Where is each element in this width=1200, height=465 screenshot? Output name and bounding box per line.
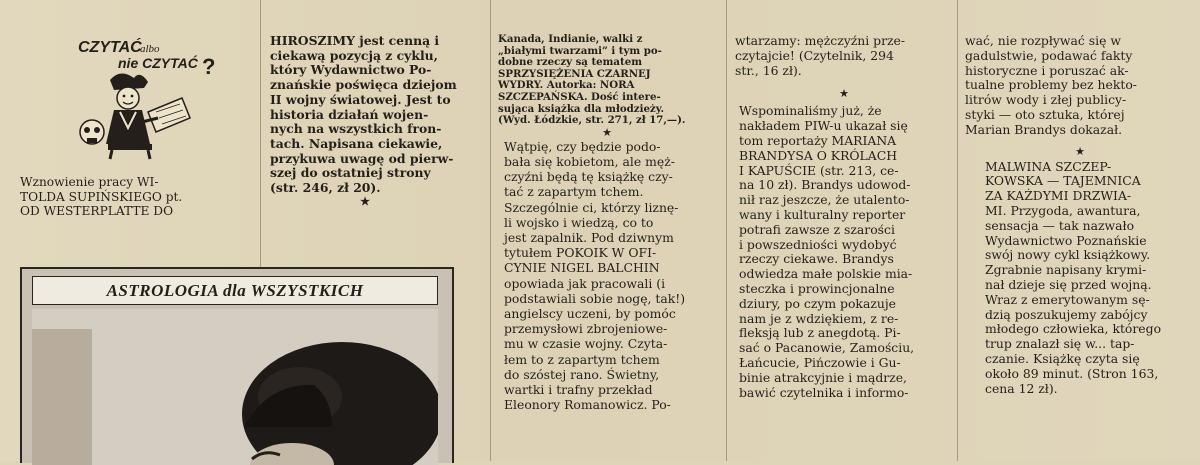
text-line: WYDRY. Autorka: NORA: [498, 79, 635, 92]
text-line: wartki i trafny przekład: [504, 382, 653, 397]
text-line: tach. Napisana ciekawie,: [270, 135, 443, 151]
text-line: bała się kobietom, ale męż-: [504, 153, 675, 169]
text-line: nych na wszystkich fron-: [270, 121, 442, 137]
text-line: I KAPUŚCIE (str. 213, ce-: [739, 162, 899, 178]
text-line: BRANDYSA O KRÓLACH: [739, 147, 898, 163]
astrology-feature-box: [20, 267, 454, 463]
text-line: Wraz z emerytowanym sę-: [985, 291, 1150, 307]
text-line: (str. 246, zł 20).: [270, 180, 381, 196]
text-line: około 89 minut. (Stron 163,: [985, 365, 1159, 381]
text-line: Wydawnictwo Poznańskie: [985, 232, 1147, 248]
text-line: Wątpię, czy będzie podo-: [504, 138, 661, 154]
review-brandys-end: [965, 0, 1195, 138]
astrology-title: ASTROLOGIA dla WSZYSTKICH: [32, 276, 438, 305]
text-line: OD WESTERPLATTE DO: [20, 204, 174, 219]
star-separator: ★: [839, 87, 849, 101]
text-line: przykuwa uwagę od pierw-: [270, 150, 454, 166]
text-line: czanie. Książkę czyta się: [985, 350, 1140, 366]
text-line: Wspominaliśmy już, że: [739, 103, 882, 119]
text-line: mu w czasie wojny. Czyta-: [504, 336, 668, 352]
text-line: młodego człowieka, którego: [985, 321, 1162, 337]
text-line: Kanada, Indianie, walki z: [498, 33, 643, 45]
text-line: czytajcie! (Czytelnik, 294: [735, 47, 894, 63]
logo-text-3: nie CZYTAĆ: [118, 55, 198, 71]
column-2: [270, 34, 480, 208]
text-line: nił raz jeszcze, że utalento-: [739, 192, 910, 208]
text-line: HIROSZIMY jest cenną i: [270, 33, 440, 48]
text-line: steczka i prowincjonalne: [739, 280, 895, 296]
text-line: Marian Brandys dokazał.: [965, 121, 1123, 137]
star-separator: ★: [1075, 144, 1085, 158]
text-line: tać z zapartym tchem.: [504, 184, 644, 200]
text-line: historia działań wojen-: [270, 106, 429, 122]
text-line: str., 16 zł).: [735, 62, 802, 78]
column-divider: [490, 0, 491, 461]
text-line: rzeczy ciekawe. Brandys: [739, 251, 894, 267]
text-line: MALWINA SZCZEP-: [985, 158, 1112, 174]
text-line: MI. Przygoda, awantura,: [985, 202, 1141, 218]
text-line: na 10 zł). Brandys udowod-: [739, 177, 911, 193]
text-line: ZA KAŻDYMI DRZWIA-: [985, 188, 1132, 204]
text-line: KOWSKA — TAJEMNICA: [985, 173, 1141, 189]
text-line: przemysłowi zbrojeniowe-: [504, 321, 668, 337]
text-line: II wojny światowej. Jest to: [270, 91, 451, 107]
column-divider: [726, 0, 727, 461]
text-line: (Wyd. Łódzkie, str. 271, zł 17,—).: [498, 114, 686, 127]
text-line: znańskie poświęca dziejom: [270, 77, 457, 93]
reader-jester-logo: [70, 32, 220, 160]
text-line: swój nowy cykl książkowy.: [985, 247, 1151, 263]
text-line: sensacja — tak nazwało: [985, 217, 1135, 233]
text-line: sująca książka dla młodzieży.: [498, 102, 665, 115]
text-line: odwiedza małe polskie mia-: [739, 266, 913, 282]
text-line: Zgrabnie napisany krymi-: [985, 262, 1147, 278]
text-line: dziury, po czym pokazuje: [739, 295, 897, 311]
text-line: potrafi zawsze z szarości: [739, 221, 895, 237]
text-line: nakładem PIW-u ukazał się: [739, 118, 908, 134]
text-line: wany i kulturalny reporter: [739, 206, 906, 222]
text-line: i powszedniości wydobyć: [739, 236, 897, 252]
text-line: tytułem POKOIK W OFI-: [504, 245, 657, 261]
column-4: [735, 0, 953, 400]
text-line: czyźni będą tę książkę czy-: [504, 169, 673, 185]
text-line: do szóstej rano. Świetny,: [504, 366, 660, 382]
text-line: SZCZEPAŃSKA. Dość intere-: [498, 90, 661, 103]
text-line: Szczególnie ci, którzy liznę-: [504, 199, 679, 215]
logo-question-mark: ?: [202, 54, 216, 79]
text-line: tom reportaży MARIANA: [739, 132, 897, 148]
review-end: [735, 0, 953, 78]
star-separator: ★: [360, 194, 370, 208]
text-line: wtarzamy: mężczyźni prze-: [735, 33, 906, 48]
text-line: nał dzieje się przed wojną.: [985, 276, 1152, 292]
column-5: [965, 0, 1195, 396]
text-line: cena 12 zł).: [985, 380, 1058, 396]
text-line: binie atrakcyjnie i mądrze,: [739, 369, 907, 385]
text-line: Wznowienie pracy WI-: [20, 175, 159, 189]
text-line: dobne rzeczy są tematem: [498, 56, 642, 69]
text-line: bawić czytelnika i informo-: [739, 384, 909, 400]
text-line: dzią poszukujemy zabójcy: [985, 306, 1148, 322]
text-line: gadulstwie, podawać fakty: [965, 47, 1133, 63]
column-3: [498, 0, 716, 412]
woman-portrait-photo: [32, 309, 438, 465]
logo-text-2: albo: [140, 43, 160, 55]
text-line: Eleonory Romanowicz. Po-: [504, 397, 671, 413]
text-line: SPRZYSIĘŻENIA CZARNEJ: [498, 67, 651, 80]
review-pokoik: [498, 139, 716, 413]
intro-text: [20, 175, 182, 219]
text-line: łem to z zapartym tchem: [504, 351, 660, 367]
star-separator: ★: [602, 125, 612, 139]
text-line: podstawiali sobie nogę, tak!): [504, 290, 686, 306]
text-line: trup znalazł się w... tap-: [985, 336, 1135, 352]
text-line: CYNIE NIGEL BALCHIN: [504, 260, 660, 276]
text-line: historyczne i poruszać ak-: [965, 62, 1129, 78]
text-line: nam je z wdziękiem, z re-: [739, 310, 899, 326]
text-line: angielscy uczeni, by pomóc: [504, 305, 676, 321]
text-line: styki — oto sztuka, której: [965, 106, 1125, 122]
review-szczepkowska: [965, 160, 1195, 397]
text-line: Łańcucie, Pińczowie i Gu-: [739, 354, 901, 370]
text-line: litrów wody i złej publicy-: [965, 92, 1127, 108]
text-line: ciekawą pozycją z cyklu,: [270, 47, 438, 63]
text-line: sać o Pacanowie, Zamościu,: [739, 340, 915, 356]
text-line: „białymi twarzami” i tym po-: [498, 44, 662, 57]
column-divider: [957, 0, 958, 461]
text-line: fleksją lub z anegdotą. Pi-: [739, 325, 901, 341]
text-line: szej do ostatniej strony: [270, 165, 431, 181]
notice-sprzysiezenie: [498, 0, 716, 127]
text-line: TOLDA SUPIŃSKIEGO pt.: [20, 189, 183, 204]
text-line: jest zapalnik. Pod dziwnym: [504, 229, 674, 245]
review-brandys: [735, 104, 953, 400]
text-line: wać, nie rozpływać się w: [965, 33, 1121, 48]
text-line: tualne problemy bez hekto-: [965, 77, 1137, 93]
text-line: opowiada jak pracowali (i: [504, 275, 666, 291]
logo-text-1: CZYTAĆ: [78, 39, 142, 56]
text-line: który Wydawnictwo Po-: [270, 62, 432, 78]
text-line: li wojsko i wiedzą, co to: [504, 214, 654, 230]
